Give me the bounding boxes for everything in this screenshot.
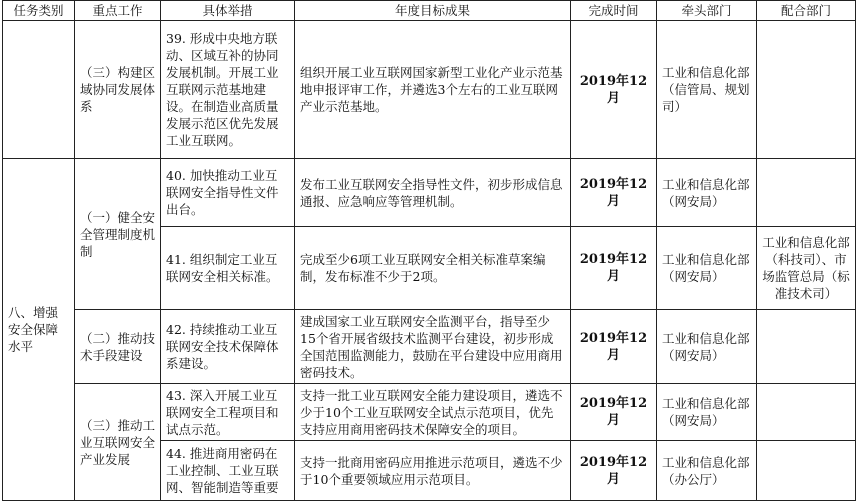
measure-cell: 44. 推进商用密码在工业控制、工业互联网、智能制造等重要	[161, 441, 295, 501]
lead-cell: 工业和信息化部（网安局）	[657, 384, 757, 441]
header-goal: 年度目标成果	[295, 1, 571, 21]
coop-cell: 工业和信息化部（科技司）、市场监管总局（标准技术司）	[757, 227, 856, 310]
work-plan-table	[2, 0, 856, 501]
header-coop: 配合部门	[757, 1, 856, 21]
table-row	[3, 384, 856, 441]
header-time: 完成时间	[571, 1, 657, 21]
lead-cell: 工业和信息化部（网安局）	[657, 159, 757, 227]
focus-cell: （二）推动技术手段建设	[75, 310, 161, 384]
lead-cell: 工业和信息化部（网安局）	[657, 310, 757, 384]
time-cell: 2019年12月	[571, 384, 657, 441]
category-cell	[3, 21, 75, 159]
table-row	[3, 310, 856, 384]
time-cell: 2019年12月	[571, 441, 657, 501]
coop-cell	[757, 310, 856, 384]
category-cell: 八、增强安全保障水平	[3, 159, 75, 501]
measure-cell: 42. 持续推动工业互联网安全技术保障体系建设。	[161, 310, 295, 384]
header-row	[3, 1, 856, 21]
time-cell: 2019年12月	[571, 159, 657, 227]
goal-cell: 完成至少6项工业互联网安全相关标准草案编制，发布标准不少于2项。	[295, 227, 571, 310]
focus-cell: （一）健全安全管理制度机制	[75, 159, 161, 310]
table-row	[3, 21, 856, 159]
table-row	[3, 159, 856, 227]
header-measure: 具体举措	[161, 1, 295, 21]
goal-cell: 支持一批商用密码应用推进示范项目，遴选不少于10个重要领域应用示范项目。	[295, 441, 571, 501]
focus-cell: （三）推动工业互联网安全产业发展	[75, 384, 161, 501]
coop-cell	[757, 21, 856, 159]
header-category: 任务类别	[3, 1, 75, 21]
time-cell: 2019年12月	[571, 21, 657, 159]
goal-cell: 组织开展工业互联网国家新型工业化产业示范基地申报评审工作，并遴选3个左右的工业互联网产业示范基地。	[295, 21, 571, 159]
coop-cell	[757, 159, 856, 227]
time-cell: 2019年12月	[571, 227, 657, 310]
focus-cell: （三）构建区域协同发展体系	[75, 21, 161, 159]
time-cell: 2019年12月	[571, 310, 657, 384]
measure-cell: 40. 加快推动工业互联网安全指导性文件出台。	[161, 159, 295, 227]
lead-cell: 工业和信息化部（网安局）	[657, 227, 757, 310]
lead-cell: 工业和信息化部（办公厅）	[657, 441, 757, 501]
goal-cell: 支持一批工业互联网安全能力建设项目，遴选不少于10个工业互联网安全试点示范项目，优先支持应用商用密码技术保障安全的项目。	[295, 384, 571, 441]
header-focus: 重点工作	[75, 1, 161, 21]
coop-cell	[757, 441, 856, 501]
coop-cell	[757, 384, 856, 441]
lead-cell: 工业和信息化部（信管局、规划司）	[657, 21, 757, 159]
measure-cell: 43. 深入开展工业互联网安全工程项目和试点示范。	[161, 384, 295, 441]
goal-cell: 发布工业互联网安全指导性文件，初步形成信息通报、应急响应等管理机制。	[295, 159, 571, 227]
measure-cell: 41. 组织制定工业互联网安全相关标准。	[161, 227, 295, 310]
header-lead: 牵头部门	[657, 1, 757, 21]
measure-cell: 39. 形成中央地方联动、区域互补的协同发展机制。开展工业互联网示范基地建设。在制造业高质量发展示范区优先发展工业互联网。	[161, 21, 295, 159]
goal-cell: 建成国家工业互联网安全监测平台，指导至少15个省开展省级技术监测平台建设，初步形成全国范围监测能力，鼓励在平台建设中应用商用密码技术。	[295, 310, 571, 384]
